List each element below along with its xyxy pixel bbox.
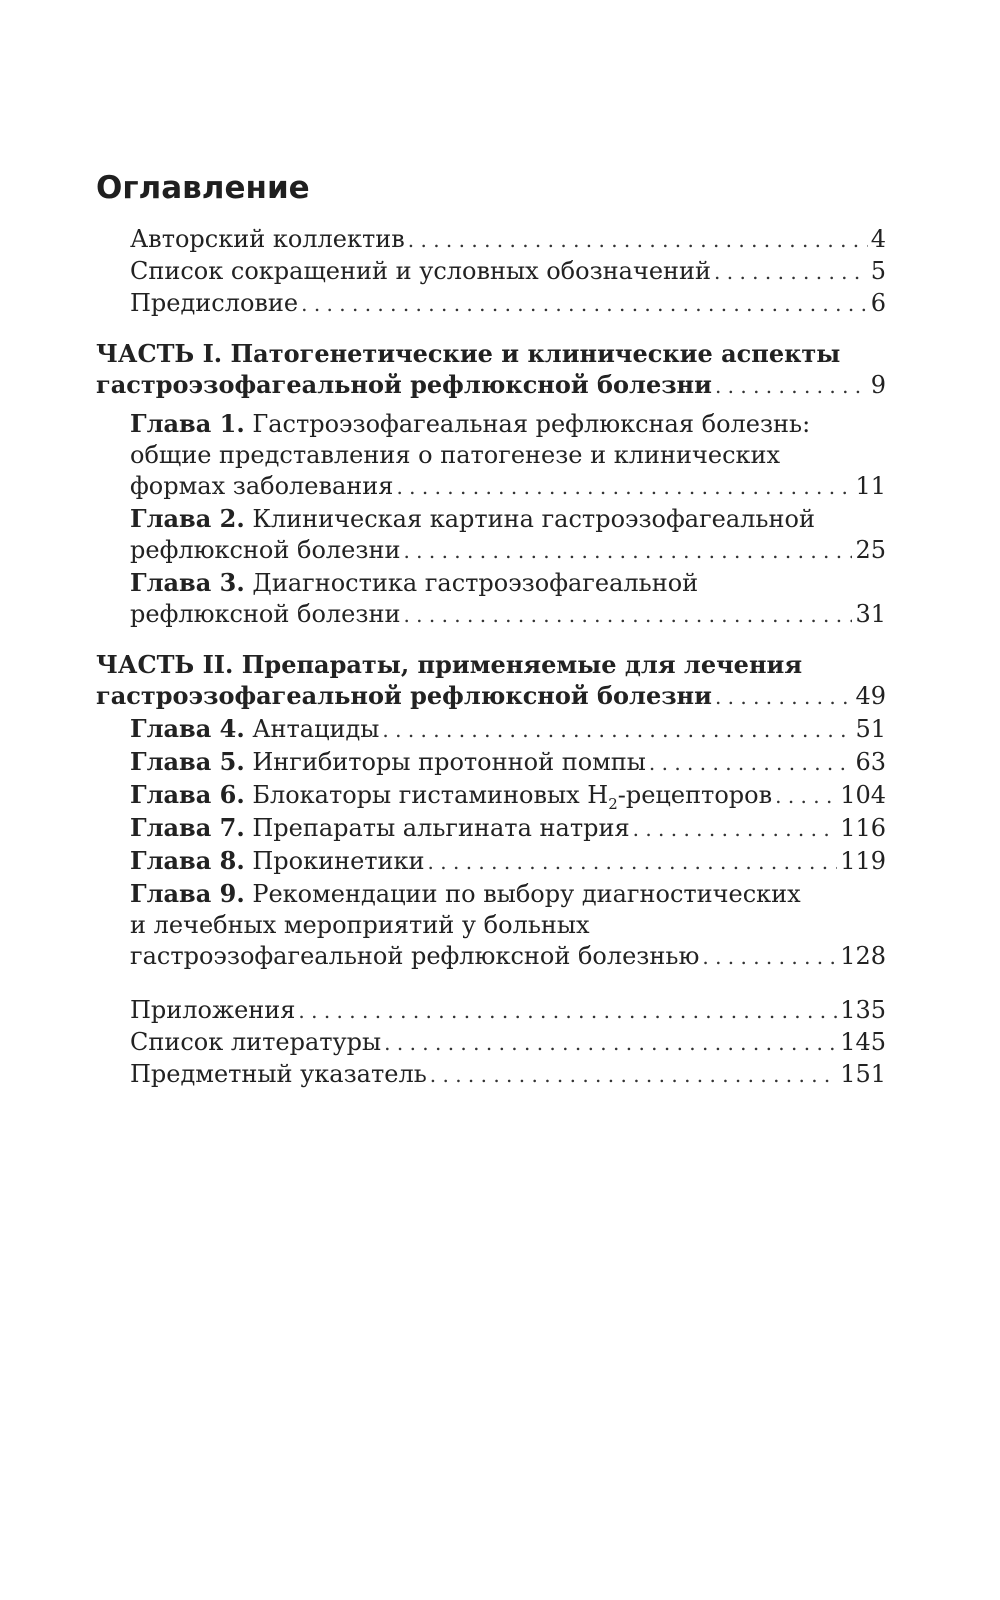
chapter-title-part: Блокаторы гистаминовых Н: [252, 781, 609, 809]
toc-entry-text: Приложения: [130, 996, 296, 1024]
chapter-title: [252, 781, 773, 813]
chapter-title-line3: формах заболевания: [130, 472, 394, 500]
toc-chapter-9[interactable]: [96, 878, 886, 973]
chapter-label: Глава 8.: [130, 846, 245, 875]
chapter-title-part: -рецепторов: [617, 781, 773, 809]
chapter-label: Глава 5.: [130, 747, 245, 776]
toc-page-number: 9: [870, 371, 886, 399]
dot-leader: [702, 942, 837, 973]
toc-chapter-2[interactable]: [96, 503, 886, 567]
toc-page-number: 11: [855, 472, 886, 500]
chapter-title-line1: Клиническая картина гастроэзофагеальной: [252, 505, 815, 533]
dot-leader: [382, 715, 852, 746]
toc-page-number: 31: [855, 600, 886, 628]
dot-leader: [428, 847, 838, 878]
dot-leader: [715, 682, 853, 713]
toc-chapter-7[interactable]: [96, 812, 886, 845]
dot-leader: [408, 225, 868, 256]
toc-chapter-1[interactable]: [96, 408, 886, 503]
toc-part-1[interactable]: [96, 338, 886, 402]
chapter-title: Ингибиторы протонной помпы: [252, 748, 646, 776]
dot-leader: [430, 1060, 837, 1091]
dot-leader: [403, 536, 852, 567]
chapter-label: Глава 1.: [130, 409, 245, 438]
toc-chapter-5[interactable]: [96, 746, 886, 779]
toc-entry-text: Список сокращений и условных обозначений: [130, 257, 712, 285]
toc-page-number: 6: [870, 289, 886, 317]
dot-leader: [633, 814, 838, 845]
toc-chapter-8[interactable]: [96, 845, 886, 878]
toc-entry-references[interactable]: [96, 1027, 886, 1059]
toc-page-number: 51: [855, 715, 886, 743]
toc-chapter-6[interactable]: [96, 779, 886, 812]
toc-entry-subject-index[interactable]: [96, 1059, 886, 1091]
dot-leader: [403, 600, 852, 631]
part-heading-line1: ЧАСТЬ II. Препараты, применяемые для лечения: [96, 650, 803, 679]
dot-leader: [384, 1028, 837, 1059]
toc-page-number: 63: [855, 748, 886, 776]
subscript: 2: [608, 794, 618, 813]
toc-entry-abbreviations[interactable]: [96, 256, 886, 288]
toc-page-number: 116: [840, 814, 886, 842]
dot-leader: [715, 371, 868, 402]
toc-entry-appendices[interactable]: [96, 995, 886, 1027]
chapter-title-line2: рефлюксной болезни: [130, 536, 401, 564]
toc-chapter-3[interactable]: [96, 567, 886, 631]
part-heading-line2: гастроэзофагеальной рефлюксной болезни: [96, 681, 712, 710]
chapter-label: Глава 9.: [130, 879, 245, 908]
chapter-label: Глава 2.: [130, 504, 245, 533]
page-title: Оглавление: [96, 170, 310, 206]
chapter-label: Глава 3.: [130, 568, 245, 597]
toc-page-number: 4: [870, 225, 886, 253]
toc-entry-text: Авторский коллектив: [130, 225, 405, 253]
dot-leader: [714, 257, 868, 288]
chapter-label: Глава 4.: [130, 714, 245, 743]
chapter-title: Прокинетики: [252, 847, 425, 875]
chapter-title-line2: общие представления о патогенезе и клинических: [130, 441, 781, 469]
chapter-title: Антациды: [252, 715, 380, 743]
chapter-label: Глава 6.: [130, 780, 245, 809]
toc-page-number: 49: [855, 682, 886, 710]
dot-leader: [298, 996, 837, 1027]
dot-leader: [775, 781, 837, 812]
dot-leader: [396, 472, 852, 503]
toc-page-number: 145: [840, 1028, 886, 1056]
chapter-title-line3: гастроэзофагеальной рефлюксной болезнью: [130, 942, 700, 970]
chapter-title: Препараты альгината натрия: [252, 814, 630, 842]
toc-page-number: 104: [840, 781, 886, 809]
part-heading-line1: ЧАСТЬ I. Патогенетические и клинические аспекты: [96, 339, 841, 368]
part-heading-line2: гастроэзофагеальной рефлюксной болезни: [96, 370, 712, 399]
toc-entry-text: Предметный указатель: [130, 1060, 427, 1088]
toc-page-number: 128: [840, 942, 886, 970]
toc-part-2[interactable]: [96, 649, 886, 713]
chapter-label: Глава 7.: [130, 813, 245, 842]
chapter-title-line1: Гастроэзофагеальная рефлюксная болезнь:: [252, 410, 811, 438]
toc-chapter-4[interactable]: [96, 713, 886, 746]
toc-entry-authors[interactable]: [96, 224, 886, 256]
chapter-title-line2: рефлюксной болезни: [130, 600, 401, 628]
toc-entry-preface[interactable]: [96, 288, 886, 320]
chapter-title-line1: Диагностика гастроэзофагеальной: [252, 569, 699, 597]
chapter-title-line2: и лечебных мероприятий у больных: [130, 911, 590, 939]
toc-page-number: 151: [840, 1060, 886, 1088]
toc-page-number: 5: [870, 257, 886, 285]
toc-page-number: 119: [840, 847, 886, 875]
toc-entry-text: Список литературы: [130, 1028, 382, 1056]
table-of-contents: [96, 224, 886, 1091]
toc-page-number: 135: [840, 996, 886, 1024]
toc-page-number: 25: [855, 536, 886, 564]
toc-entry-text: Предисловие: [130, 289, 299, 317]
chapter-title-line1: Рекомендации по выбору диагностических: [252, 880, 801, 908]
dot-leader: [301, 289, 868, 320]
dot-leader: [649, 748, 853, 779]
